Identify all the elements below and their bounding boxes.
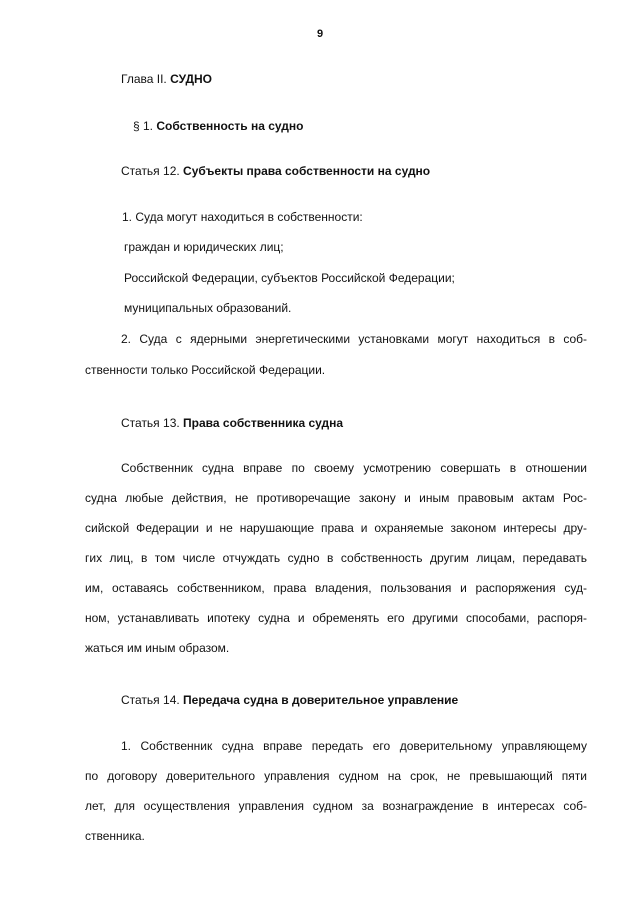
article-12-label: Статья 12. (121, 164, 180, 178)
article-14-line: лет, для осуществления управления судном за вознаграждение в интересах соб- (85, 799, 587, 813)
article-13-line: жаться им иным образом. (85, 641, 230, 655)
article-12-line: граждан и юридических лиц; (124, 240, 284, 254)
article-13-label: Статья 13. (121, 416, 180, 430)
article-12-line: 1. Суда могут находиться в собственности: (122, 210, 363, 224)
article-13-line: Собственник судна вправе по своему усмотрению совершать в отношении (121, 461, 587, 475)
article-13-line: гих лиц, в том числе отчуждать судно в собственность другим лицам, передавать (85, 551, 587, 565)
article-12-line: муниципальных образований. (124, 301, 292, 315)
article-12-line: 2. Суда с ядерными энергетическими установками могут находиться в соб- (121, 332, 587, 346)
article-14-label: Статья 14. (121, 693, 180, 707)
article-13-line: им, оставаясь собственником, права владения, пользования и распоряжения суд- (85, 581, 587, 595)
article-12-heading (121, 163, 430, 179)
article-13-line: ном, устанавливать ипотеку судна и обременять его другими способами, распоря- (85, 611, 587, 625)
chapter-label: Глава II. (121, 72, 167, 86)
chapter-heading (121, 71, 212, 87)
article-13-heading (121, 415, 343, 431)
article-14-line: ственника. (85, 829, 145, 843)
paragraph-title: Собственность на судно (156, 119, 304, 133)
article-13-line: судна любые действия, не противоречащие закону и иным правовым актам Рос- (85, 491, 587, 505)
article-14-title: Передача судна в доверительное управление (183, 693, 459, 707)
article-13-line: сийской Федерации и не нарушающие права и охраняемые законом интересы дру- (85, 521, 587, 535)
chapter-title: СУДНО (170, 72, 213, 86)
article-12-line: Российской Федерации, субъектов Российской Федерации; (124, 271, 455, 285)
article-12-line: ственности только Российской Федерации. (85, 363, 326, 377)
page-number: 9 (316, 28, 324, 40)
article-14-heading (121, 692, 458, 708)
article-14-line: 1. Собственник судна вправе передать его доверительному управляющему (121, 739, 587, 753)
article-14-line: по договору доверительного управления судном на срок, не превышающий пяти (85, 769, 587, 783)
paragraph-heading (133, 118, 303, 134)
paragraph-label: § 1. (133, 119, 154, 133)
article-13-title: Права собственника судна (183, 416, 344, 430)
article-12-title: Субъекты права собственности на судно (183, 164, 431, 178)
